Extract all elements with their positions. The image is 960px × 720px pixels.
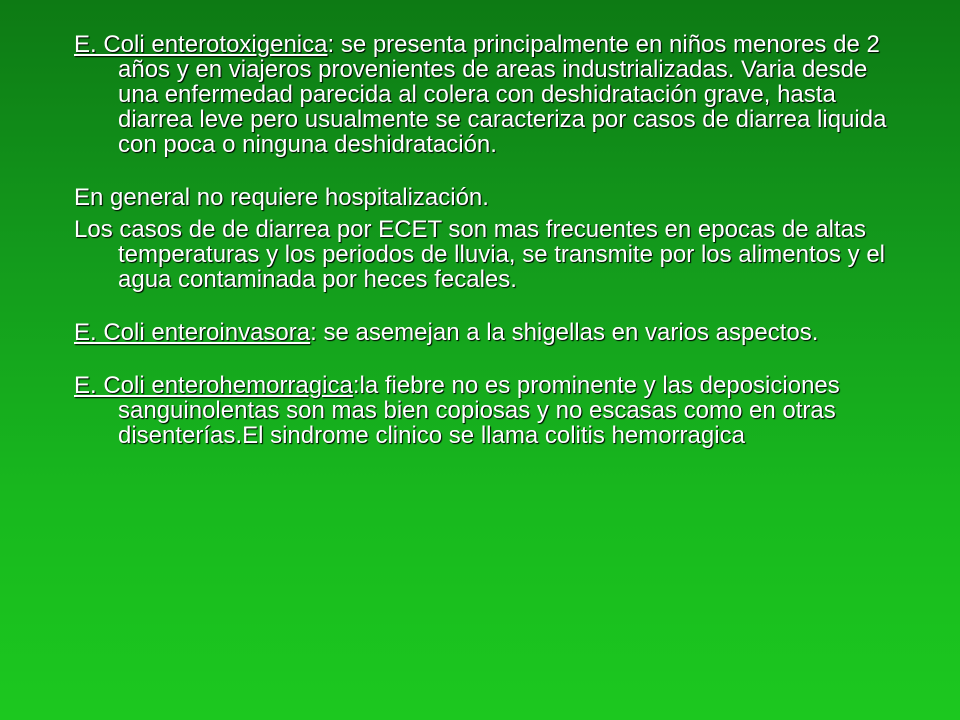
text-enteroinvasora: : se asemejan a la shigellas en varios aspectos. (310, 319, 819, 346)
paragraph-enterotoxigenica (74, 32, 914, 157)
paragraph-enteroinvasora (74, 320, 914, 345)
text-hospitalizacion: En general no requiere hospitalización. (74, 184, 489, 211)
slide-content (74, 32, 914, 448)
text-ecet-transmision: Los casos de de diarrea por ECET son mas frecuentes en epocas de altas temperaturas y los periodos de lluvia, se transmite por los alimentos y el agua contaminada por heces fecales. (74, 216, 886, 293)
term-enterohemorragica: E. Coli enterohemorragica (74, 372, 353, 399)
paragraph-hospitalizacion (74, 185, 914, 210)
term-enteroinvasora: E. Coli enteroinvasora (74, 319, 311, 346)
paragraph-enterohemorragica (74, 373, 914, 448)
paragraph-ecet-transmision (74, 217, 914, 292)
term-enterotoxigenica: E. Coli enterotoxigenica (74, 31, 328, 58)
text-enterotoxigenica: : se presenta principalmente en niños menores de 2 años y en viajeros provenientes de areas industrializadas. Varia desde una enfermedad parecida al colera con deshidratación grave, hasta diarrea leve pero usualmente se caracteriza por casos de diarrea liquida con poca o ninguna deshidratación. (118, 31, 887, 158)
text-enterohemorragica: :la fiebre no es prominente y las deposiciones sanguinolentas son mas bien copiosas y no escasas como en otras disenterías.El sindrome clinico se llama colitis hemorragica (118, 372, 840, 449)
